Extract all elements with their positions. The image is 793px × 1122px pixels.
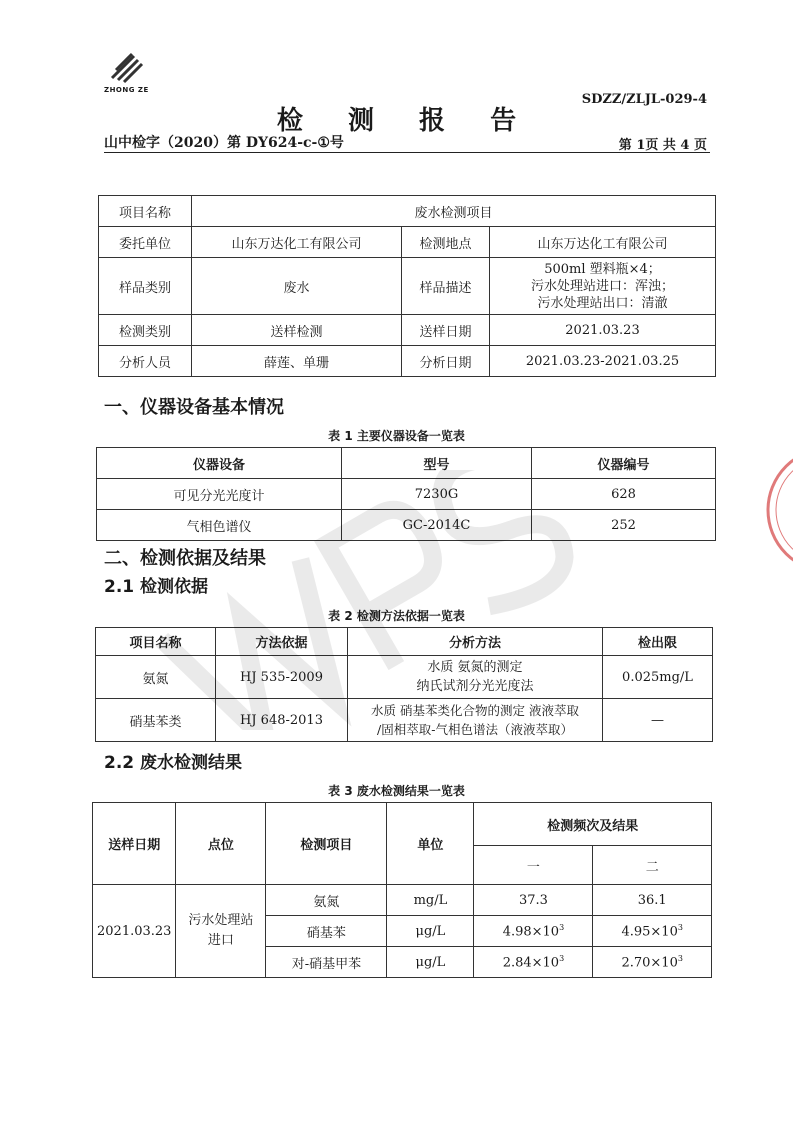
sample-type-value: 废水 bbox=[192, 258, 402, 315]
site-label: 检测地点 bbox=[402, 227, 490, 258]
value: 36.1 bbox=[637, 892, 667, 908]
table-cell bbox=[176, 885, 266, 978]
results-table bbox=[92, 802, 712, 978]
table-row bbox=[99, 258, 716, 315]
col-header: 点位 bbox=[176, 803, 266, 885]
table-cell bbox=[474, 916, 593, 947]
section2-1-heading: 2.1 检测依据 bbox=[104, 577, 209, 597]
table-cell: — bbox=[603, 699, 713, 742]
sample-desc-line: 污水处理站出口：清澈 bbox=[537, 295, 668, 311]
table-cell: 对-硝基甲苯 bbox=[266, 947, 387, 978]
site-value: 山东万达化工有限公司 bbox=[490, 227, 716, 258]
exponent: 3 bbox=[559, 922, 565, 932]
client-label: 委托单位 bbox=[99, 227, 192, 258]
analyst-label: 分析人员 bbox=[99, 346, 192, 377]
table-cell: 氨氮 bbox=[96, 656, 216, 699]
equipment-table bbox=[96, 447, 716, 541]
table-row bbox=[99, 227, 716, 258]
table-cell: 7230G bbox=[342, 479, 532, 510]
table-cell: 硝基苯类 bbox=[96, 699, 216, 742]
header-divider bbox=[104, 152, 710, 153]
project-value: 废水检测项目 bbox=[192, 196, 716, 227]
table-cell bbox=[348, 699, 603, 742]
table-cell: 气相色谱仪 bbox=[97, 510, 342, 541]
table-row bbox=[99, 315, 716, 346]
col-header: 项目名称 bbox=[96, 628, 216, 656]
table-row bbox=[97, 510, 716, 541]
method-table bbox=[95, 627, 713, 742]
test-type-label: 检测类别 bbox=[99, 315, 192, 346]
exponent: 3 bbox=[559, 953, 565, 963]
sample-desc-label: 样品描述 bbox=[402, 258, 490, 315]
col-header: 方法依据 bbox=[216, 628, 348, 656]
exponent: 3 bbox=[677, 922, 683, 932]
col-header: 单位 bbox=[387, 803, 474, 885]
table-cell: 可见分光光度计 bbox=[97, 479, 342, 510]
table-cell: 2021.03.23 bbox=[93, 885, 176, 978]
method-line: 水质 氨氮的测定 bbox=[427, 660, 523, 675]
table-cell: 0.025mg/L bbox=[603, 656, 713, 699]
table-header-row bbox=[97, 448, 716, 479]
value: 2.70×10 bbox=[621, 955, 678, 971]
col-header: 分析方法 bbox=[348, 628, 603, 656]
col-header: 仪器编号 bbox=[532, 448, 716, 479]
table1-caption: 表 1 主要仪器设备一览表 bbox=[328, 429, 465, 443]
exponent: 3 bbox=[677, 953, 683, 963]
table-cell bbox=[593, 885, 712, 916]
col-header: 一 bbox=[474, 846, 593, 885]
table-cell: 硝基苯 bbox=[266, 916, 387, 947]
seal-stamp bbox=[760, 430, 793, 590]
sample-desc-line: 500ml 塑料瓶×4； bbox=[544, 261, 661, 277]
page-title: 检 测 报 告 bbox=[276, 106, 535, 136]
method-line: 纳氏试剂分光光度法 bbox=[416, 679, 534, 694]
table-cell bbox=[348, 656, 603, 699]
send-date-label: 送样日期 bbox=[402, 315, 490, 346]
table-row bbox=[96, 656, 713, 699]
col-header: 检测频次及结果 bbox=[474, 803, 712, 846]
document-code: SDZZ/ZLJL-029-4 bbox=[581, 92, 707, 107]
col-header: 检测项目 bbox=[266, 803, 387, 885]
table-row bbox=[96, 699, 713, 742]
point-line: 污水处理站 bbox=[188, 913, 254, 928]
section1-heading: 一、仪器设备基本情况 bbox=[104, 397, 284, 418]
section2-heading: 二、检测依据及结果 bbox=[104, 548, 266, 569]
col-header: 检出限 bbox=[603, 628, 713, 656]
table-row bbox=[99, 196, 716, 227]
table-cell bbox=[474, 947, 593, 978]
value: 4.95×10 bbox=[621, 924, 678, 940]
analysis-date-label: 分析日期 bbox=[402, 346, 490, 377]
table-cell: μg/L bbox=[387, 947, 474, 978]
info-table bbox=[98, 195, 716, 377]
table-cell: 252 bbox=[532, 510, 716, 541]
table-cell: 氨氮 bbox=[266, 885, 387, 916]
table3-caption: 表 3 废水检测结果一览表 bbox=[328, 784, 465, 798]
method-line: /固相萃取-气相色谱法（液液萃取） bbox=[377, 722, 573, 737]
point-line: 进口 bbox=[207, 933, 234, 948]
table-cell bbox=[593, 916, 712, 947]
table-cell bbox=[593, 947, 712, 978]
table-row bbox=[97, 479, 716, 510]
sample-type-label: 样品类别 bbox=[99, 258, 192, 315]
client-value: 山东万达化工有限公司 bbox=[192, 227, 402, 258]
value: 2.84×10 bbox=[502, 955, 560, 971]
table-cell: GC-2014C bbox=[342, 510, 532, 541]
table-header-row bbox=[93, 803, 712, 846]
table-row bbox=[99, 346, 716, 377]
send-date-value: 2021.03.23 bbox=[490, 315, 716, 346]
logo-text: ZHONG ZE bbox=[104, 86, 149, 94]
report-number: 山中检字（2020）第 DY624-c-①号 bbox=[104, 135, 344, 151]
value: 37.3 bbox=[518, 892, 548, 908]
table-cell: μg/L bbox=[387, 916, 474, 947]
col-header: 送样日期 bbox=[93, 803, 176, 885]
analyst-value: 薛莲、单珊 bbox=[192, 346, 402, 377]
table2-caption: 表 2 检测方法依据一览表 bbox=[328, 609, 465, 623]
sample-desc-value bbox=[490, 258, 716, 315]
table-header-row bbox=[96, 628, 713, 656]
table-cell bbox=[474, 885, 593, 916]
col-header: 型号 bbox=[342, 448, 532, 479]
table-row bbox=[93, 885, 712, 916]
section2-2-heading: 2.2 废水检测结果 bbox=[104, 753, 243, 773]
test-type-value: 送样检测 bbox=[192, 315, 402, 346]
analysis-date-value: 2021.03.23-2021.03.25 bbox=[490, 346, 716, 377]
table-cell: 628 bbox=[532, 479, 716, 510]
value: 4.98×10 bbox=[502, 924, 560, 940]
table-cell: HJ 535-2009 bbox=[216, 656, 348, 699]
page-number: 第 1页 共 4 页 bbox=[618, 138, 707, 153]
method-line: 水质 硝基苯类化合物的测定 液液萃取 bbox=[371, 703, 579, 718]
table-cell: HJ 648-2013 bbox=[216, 699, 348, 742]
col-header: 仪器设备 bbox=[97, 448, 342, 479]
sample-desc-line: 污水处理站进口：浑浊； bbox=[530, 278, 674, 294]
col-header: 二 bbox=[593, 846, 712, 885]
project-label: 项目名称 bbox=[99, 196, 192, 227]
table-cell: mg/L bbox=[387, 885, 474, 916]
